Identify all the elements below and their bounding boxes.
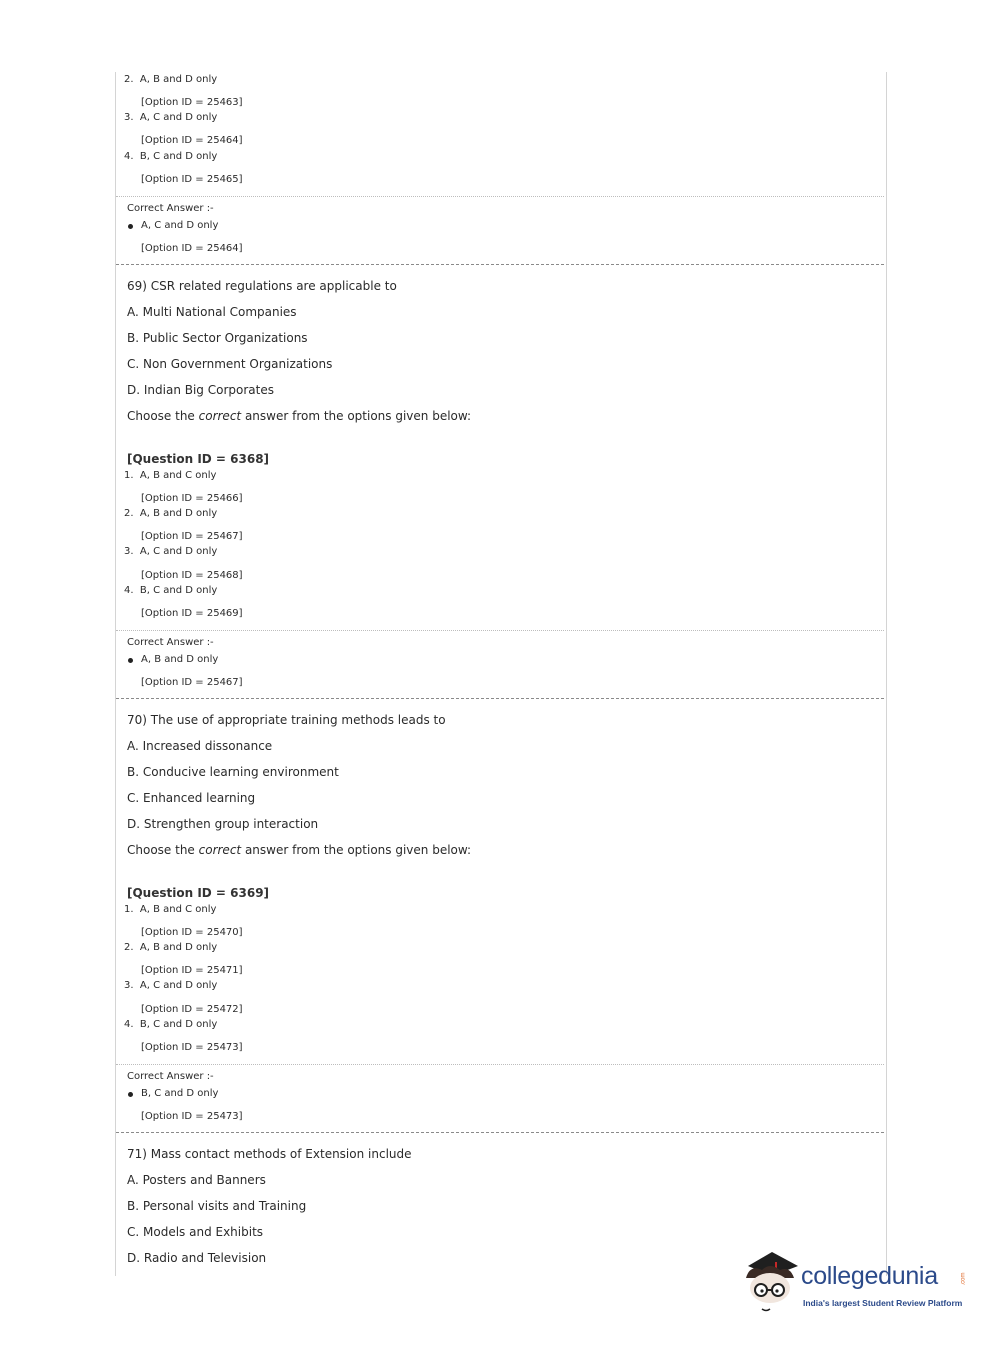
option-id: [Option ID = 25472] [141, 1004, 243, 1015]
statement: D. Indian Big Corporates [127, 383, 274, 397]
choose-instruction: Choose the correct answer from the options given below: [127, 409, 472, 423]
bullet-icon [128, 658, 133, 663]
correct-answer-text: B, C and D only [141, 1088, 219, 1099]
correct-answer-label: Correct Answer :- [127, 637, 214, 648]
divider [116, 1064, 884, 1065]
question-separator [116, 698, 884, 699]
option-row: 2. A, B and D only [124, 74, 218, 85]
question-title: 69) CSR related regulations are applicable to [127, 279, 397, 293]
correct-answer-text: A, C and D only [141, 220, 219, 231]
option-row: 4. B, C and D only [124, 585, 218, 596]
statement: A. Increased dissonance [127, 739, 273, 753]
option-id: [Option ID = 25469] [141, 608, 243, 619]
divider [116, 196, 884, 197]
brand-name: collegedunia [801, 1262, 938, 1290]
question-title: 71) Mass contact methods of Extension include [127, 1147, 412, 1161]
option-row: 1. A, B and C only [124, 904, 217, 915]
statement: B. Public Sector Organizations [127, 331, 308, 345]
correct-answer-label: Correct Answer :- [127, 1071, 214, 1082]
option-id: [Option ID = 25467] [141, 531, 243, 542]
option-row: 2. A, B and D only [124, 942, 218, 953]
option-id: [Option ID = 25466] [141, 493, 243, 504]
option-id: [Option ID = 25471] [141, 965, 243, 976]
statement: C. Non Government Organizations [127, 357, 333, 371]
option-id: [Option ID = 25463] [141, 97, 243, 108]
brand-tagline: India's largest Student Review Platform [803, 1298, 963, 1308]
bullet-icon [128, 1092, 133, 1097]
option-row: 2. A, B and D only [124, 508, 218, 519]
option-row: 4. B, C and D only [124, 151, 218, 162]
option-row: 1. A, B and C only [124, 470, 217, 481]
correct-answer-label: Correct Answer :- [127, 203, 214, 214]
option-row: 3. A, C and D only [124, 546, 218, 557]
choose-instruction: Choose the correct answer from the options given below: [127, 843, 472, 857]
statement: B. Personal visits and Training [127, 1199, 307, 1213]
statement: C. Models and Exhibits [127, 1225, 264, 1239]
brand-suffix: .com [960, 1272, 967, 1286]
option-id: [Option ID = 25468] [141, 570, 243, 581]
statement: A. Posters and Banners [127, 1173, 266, 1187]
correct-answer-text: A, B and D only [141, 654, 219, 665]
question-id: [Question ID = 6368] [127, 452, 270, 466]
correct-answer-id: [Option ID = 25464] [141, 243, 243, 254]
option-id: [Option ID = 25464] [141, 135, 243, 146]
option-id: [Option ID = 25473] [141, 1042, 243, 1053]
bullet-icon [128, 224, 133, 229]
statement: D. Radio and Television [127, 1251, 267, 1265]
question-title: 70) The use of appropriate training methods leads to [127, 713, 446, 727]
statement: A. Multi National Companies [127, 305, 297, 319]
question-id: [Question ID = 6369] [127, 886, 270, 900]
option-id: [Option ID = 25465] [141, 174, 243, 185]
option-row: 3. A, C and D only [124, 980, 218, 991]
correct-answer-id: [Option ID = 25467] [141, 677, 243, 688]
statement: C. Enhanced learning [127, 791, 256, 805]
option-id: [Option ID = 25470] [141, 927, 243, 938]
option-row: 4. B, C and D only [124, 1019, 218, 1030]
correct-answer-id: [Option ID = 25473] [141, 1111, 243, 1122]
question-separator [116, 1132, 884, 1133]
divider [116, 630, 884, 631]
statement: D. Strengthen group interaction [127, 817, 319, 831]
statement: B. Conducive learning environment [127, 765, 339, 779]
question-separator [116, 264, 884, 265]
option-row: 3. A, C and D only [124, 112, 218, 123]
